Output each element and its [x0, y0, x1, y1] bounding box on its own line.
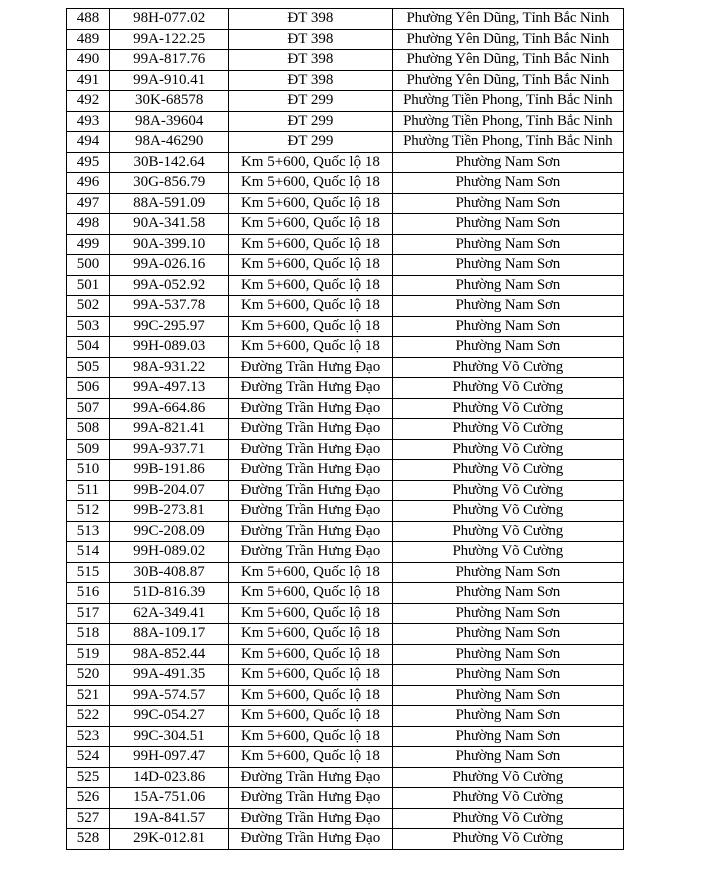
location-cell: Km 5+600, Quốc lộ 18: [229, 337, 392, 358]
license-plate-cell: 99A-497.13: [110, 378, 229, 399]
table-row: [67, 152, 624, 173]
license-plate-cell: 99C-208.09: [110, 521, 229, 542]
row-number-cell: 507: [67, 398, 110, 419]
ward-cell: Phường Yên Dũng, Tỉnh Bắc Ninh: [392, 50, 623, 71]
ward-cell: Phường Yên Dũng, Tỉnh Bắc Ninh: [392, 70, 623, 91]
row-number-cell: 488: [67, 9, 110, 30]
license-plate-cell: 98A-931.22: [110, 357, 229, 378]
ward-cell: Phường Nam Sơn: [392, 726, 623, 747]
ward-cell: Phường Tiền Phong, Tỉnh Bắc Ninh: [392, 91, 623, 112]
license-plate-cell: 99C-054.27: [110, 706, 229, 727]
license-plate-cell: 99H-089.02: [110, 542, 229, 563]
table-row: [67, 603, 624, 624]
ward-cell: Phường Võ Cường: [392, 460, 623, 481]
ward-cell: Phường Nam Sơn: [392, 644, 623, 665]
license-plate-cell: 30G-856.79: [110, 173, 229, 194]
row-number-cell: 490: [67, 50, 110, 71]
location-cell: Đường Trần Hưng Đạo: [229, 829, 392, 850]
table-row: [67, 29, 624, 50]
table-row: [67, 829, 624, 850]
license-plate-cell: 99H-089.03: [110, 337, 229, 358]
license-plate-cell: 99A-817.76: [110, 50, 229, 71]
row-number-cell: 493: [67, 111, 110, 132]
table-row: [67, 275, 624, 296]
row-number-cell: 501: [67, 275, 110, 296]
location-cell: Km 5+600, Quốc lộ 18: [229, 583, 392, 604]
row-number-cell: 525: [67, 767, 110, 788]
table-row: [67, 788, 624, 809]
row-number-cell: 513: [67, 521, 110, 542]
row-number-cell: 497: [67, 193, 110, 214]
ward-cell: Phường Nam Sơn: [392, 562, 623, 583]
row-number-cell: 519: [67, 644, 110, 665]
location-cell: ĐT 398: [229, 70, 392, 91]
table-row: [67, 747, 624, 768]
ward-cell: Phường Nam Sơn: [392, 275, 623, 296]
license-plate-cell: 98A-39604: [110, 111, 229, 132]
ward-cell: Phường Nam Sơn: [392, 214, 623, 235]
license-plate-cell: 88A-591.09: [110, 193, 229, 214]
location-cell: Đường Trần Hưng Đạo: [229, 501, 392, 522]
table-row: [67, 767, 624, 788]
ward-cell: Phường Nam Sơn: [392, 234, 623, 255]
row-number-cell: 506: [67, 378, 110, 399]
row-number-cell: 495: [67, 152, 110, 173]
ward-cell: Phường Võ Cường: [392, 788, 623, 809]
ward-cell: Phường Nam Sơn: [392, 296, 623, 317]
table-row: [67, 50, 624, 71]
ward-cell: Phường Yên Dũng, Tỉnh Bắc Ninh: [392, 29, 623, 50]
row-number-cell: 514: [67, 542, 110, 563]
location-cell: Km 5+600, Quốc lộ 18: [229, 173, 392, 194]
ward-cell: Phường Võ Cường: [392, 419, 623, 440]
license-plate-cell: 99A-122.25: [110, 29, 229, 50]
location-cell: Km 5+600, Quốc lộ 18: [229, 255, 392, 276]
location-cell: ĐT 398: [229, 29, 392, 50]
location-cell: Km 5+600, Quốc lộ 18: [229, 152, 392, 173]
license-plate-cell: 90A-399.10: [110, 234, 229, 255]
row-number-cell: 512: [67, 501, 110, 522]
license-plate-cell: 99A-821.41: [110, 419, 229, 440]
location-cell: ĐT 299: [229, 91, 392, 112]
row-number-cell: 498: [67, 214, 110, 235]
row-number-cell: 500: [67, 255, 110, 276]
ward-cell: Phường Võ Cường: [392, 378, 623, 399]
license-plate-cell: 62A-349.41: [110, 603, 229, 624]
ward-cell: Phường Tiền Phong, Tỉnh Bắc Ninh: [392, 111, 623, 132]
location-cell: ĐT 299: [229, 132, 392, 153]
table-row: [67, 480, 624, 501]
table-row: [67, 111, 624, 132]
location-cell: Đường Trần Hưng Đạo: [229, 480, 392, 501]
ward-cell: Phường Võ Cường: [392, 357, 623, 378]
table-row: [67, 173, 624, 194]
location-cell: Km 5+600, Quốc lộ 18: [229, 562, 392, 583]
row-number-cell: 517: [67, 603, 110, 624]
ward-cell: Phường Nam Sơn: [392, 152, 623, 173]
ward-cell: Phường Nam Sơn: [392, 624, 623, 645]
table-row: [67, 132, 624, 153]
license-plate-cell: 30K-68578: [110, 91, 229, 112]
license-plate-cell: 99B-191.86: [110, 460, 229, 481]
ward-cell: Phường Nam Sơn: [392, 337, 623, 358]
location-cell: Km 5+600, Quốc lộ 18: [229, 316, 392, 337]
ward-cell: Phường Nam Sơn: [392, 747, 623, 768]
table-body: [67, 9, 624, 850]
license-plate-cell: 98A-46290: [110, 132, 229, 153]
table-row: [67, 439, 624, 460]
table-row: [67, 808, 624, 829]
table-row: [67, 9, 624, 30]
row-number-cell: 524: [67, 747, 110, 768]
location-cell: Km 5+600, Quốc lộ 18: [229, 644, 392, 665]
table-row: [67, 501, 624, 522]
ward-cell: Phường Nam Sơn: [392, 316, 623, 337]
ward-cell: Phường Tiền Phong, Tỉnh Bắc Ninh: [392, 132, 623, 153]
table-row: [67, 685, 624, 706]
location-cell: Đường Trần Hưng Đạo: [229, 767, 392, 788]
ward-cell: Phường Võ Cường: [392, 439, 623, 460]
row-number-cell: 520: [67, 665, 110, 686]
location-cell: Km 5+600, Quốc lộ 18: [229, 296, 392, 317]
license-plate-cell: 99H-097.47: [110, 747, 229, 768]
license-plate-cell: 99A-026.16: [110, 255, 229, 276]
license-plate-cell: 29K-012.81: [110, 829, 229, 850]
ward-cell: Phường Võ Cường: [392, 767, 623, 788]
table-row: [67, 624, 624, 645]
location-cell: Đường Trần Hưng Đạo: [229, 378, 392, 399]
license-plate-cell: 99A-574.57: [110, 685, 229, 706]
location-cell: Km 5+600, Quốc lộ 18: [229, 706, 392, 727]
location-cell: Đường Trần Hưng Đạo: [229, 398, 392, 419]
table-row: [67, 70, 624, 91]
row-number-cell: 504: [67, 337, 110, 358]
location-cell: Km 5+600, Quốc lộ 18: [229, 275, 392, 296]
license-plate-cell: 99A-052.92: [110, 275, 229, 296]
location-cell: Km 5+600, Quốc lộ 18: [229, 234, 392, 255]
license-plate-cell: 51D-816.39: [110, 583, 229, 604]
ward-cell: Phường Yên Dũng, Tỉnh Bắc Ninh: [392, 9, 623, 30]
row-number-cell: 508: [67, 419, 110, 440]
row-number-cell: 492: [67, 91, 110, 112]
license-plate-cell: 30B-142.64: [110, 152, 229, 173]
row-number-cell: 509: [67, 439, 110, 460]
license-plate-cell: 99A-491.35: [110, 665, 229, 686]
table-row: [67, 378, 624, 399]
row-number-cell: 522: [67, 706, 110, 727]
table-row: [67, 726, 624, 747]
location-cell: Đường Trần Hưng Đạo: [229, 419, 392, 440]
license-plate-cell: 99C-295.97: [110, 316, 229, 337]
row-number-cell: 505: [67, 357, 110, 378]
license-plate-cell: 98H-077.02: [110, 9, 229, 30]
location-cell: Km 5+600, Quốc lộ 18: [229, 193, 392, 214]
location-cell: Đường Trần Hưng Đạo: [229, 788, 392, 809]
row-number-cell: 516: [67, 583, 110, 604]
location-cell: Km 5+600, Quốc lộ 18: [229, 603, 392, 624]
license-plate-cell: 14D-023.86: [110, 767, 229, 788]
row-number-cell: 503: [67, 316, 110, 337]
license-plate-cell: 99B-204.07: [110, 480, 229, 501]
row-number-cell: 496: [67, 173, 110, 194]
license-plate-cell: 19A-841.57: [110, 808, 229, 829]
location-cell: Km 5+600, Quốc lộ 18: [229, 624, 392, 645]
table-row: [67, 255, 624, 276]
ward-cell: Phường Nam Sơn: [392, 255, 623, 276]
row-number-cell: 499: [67, 234, 110, 255]
table-row: [67, 706, 624, 727]
ward-cell: Phường Nam Sơn: [392, 603, 623, 624]
location-cell: Km 5+600, Quốc lộ 18: [229, 685, 392, 706]
ward-cell: Phường Võ Cường: [392, 829, 623, 850]
table-row: [67, 562, 624, 583]
license-plate-cell: 99C-304.51: [110, 726, 229, 747]
table-row: [67, 296, 624, 317]
row-number-cell: 515: [67, 562, 110, 583]
table-row: [67, 234, 624, 255]
license-plate-cell: 15A-751.06: [110, 788, 229, 809]
ward-cell: Phường Võ Cường: [392, 480, 623, 501]
row-number-cell: 518: [67, 624, 110, 645]
row-number-cell: 521: [67, 685, 110, 706]
row-number-cell: 494: [67, 132, 110, 153]
license-plate-cell: 90A-341.58: [110, 214, 229, 235]
table-row: [67, 665, 624, 686]
ward-cell: Phường Nam Sơn: [392, 193, 623, 214]
license-plate-cell: 98A-852.44: [110, 644, 229, 665]
ward-cell: Phường Võ Cường: [392, 542, 623, 563]
location-cell: Đường Trần Hưng Đạo: [229, 460, 392, 481]
table-row: [67, 521, 624, 542]
row-number-cell: 489: [67, 29, 110, 50]
ward-cell: Phường Nam Sơn: [392, 665, 623, 686]
table-row: [67, 337, 624, 358]
ward-cell: Phường Võ Cường: [392, 501, 623, 522]
row-number-cell: 523: [67, 726, 110, 747]
ward-cell: Phường Võ Cường: [392, 398, 623, 419]
table-row: [67, 583, 624, 604]
location-cell: Km 5+600, Quốc lộ 18: [229, 747, 392, 768]
ward-cell: Phường Võ Cường: [392, 521, 623, 542]
table-row: [67, 193, 624, 214]
license-plate-cell: 99A-910.41: [110, 70, 229, 91]
location-cell: ĐT 299: [229, 111, 392, 132]
location-cell: Đường Trần Hưng Đạo: [229, 808, 392, 829]
location-cell: Đường Trần Hưng Đạo: [229, 357, 392, 378]
row-number-cell: 528: [67, 829, 110, 850]
table-row: [67, 398, 624, 419]
row-number-cell: 527: [67, 808, 110, 829]
location-cell: Km 5+600, Quốc lộ 18: [229, 726, 392, 747]
row-number-cell: 526: [67, 788, 110, 809]
table-row: [67, 357, 624, 378]
row-number-cell: 511: [67, 480, 110, 501]
location-cell: Đường Trần Hưng Đạo: [229, 439, 392, 460]
license-plate-cell: 30B-408.87: [110, 562, 229, 583]
license-plate-cell: 88A-109.17: [110, 624, 229, 645]
location-cell: Đường Trần Hưng Đạo: [229, 542, 392, 563]
ward-cell: Phường Nam Sơn: [392, 685, 623, 706]
license-plate-cell: 99B-273.81: [110, 501, 229, 522]
row-number-cell: 502: [67, 296, 110, 317]
ward-cell: Phường Nam Sơn: [392, 583, 623, 604]
table-row: [67, 419, 624, 440]
license-plate-cell: 99A-937.71: [110, 439, 229, 460]
table-row: [67, 316, 624, 337]
location-cell: ĐT 398: [229, 9, 392, 30]
row-number-cell: 491: [67, 70, 110, 91]
table-row: [67, 644, 624, 665]
license-plate-cell: 99A-664.86: [110, 398, 229, 419]
violations-table: [66, 8, 624, 850]
row-number-cell: 510: [67, 460, 110, 481]
location-cell: Km 5+600, Quốc lộ 18: [229, 665, 392, 686]
table-row: [67, 460, 624, 481]
license-plate-cell: 99A-537.78: [110, 296, 229, 317]
ward-cell: Phường Võ Cường: [392, 808, 623, 829]
location-cell: ĐT 398: [229, 50, 392, 71]
table-row: [67, 214, 624, 235]
table-row: [67, 91, 624, 112]
table-row: [67, 542, 624, 563]
ward-cell: Phường Nam Sơn: [392, 706, 623, 727]
location-cell: Đường Trần Hưng Đạo: [229, 521, 392, 542]
ward-cell: Phường Nam Sơn: [392, 173, 623, 194]
location-cell: Km 5+600, Quốc lộ 18: [229, 214, 392, 235]
